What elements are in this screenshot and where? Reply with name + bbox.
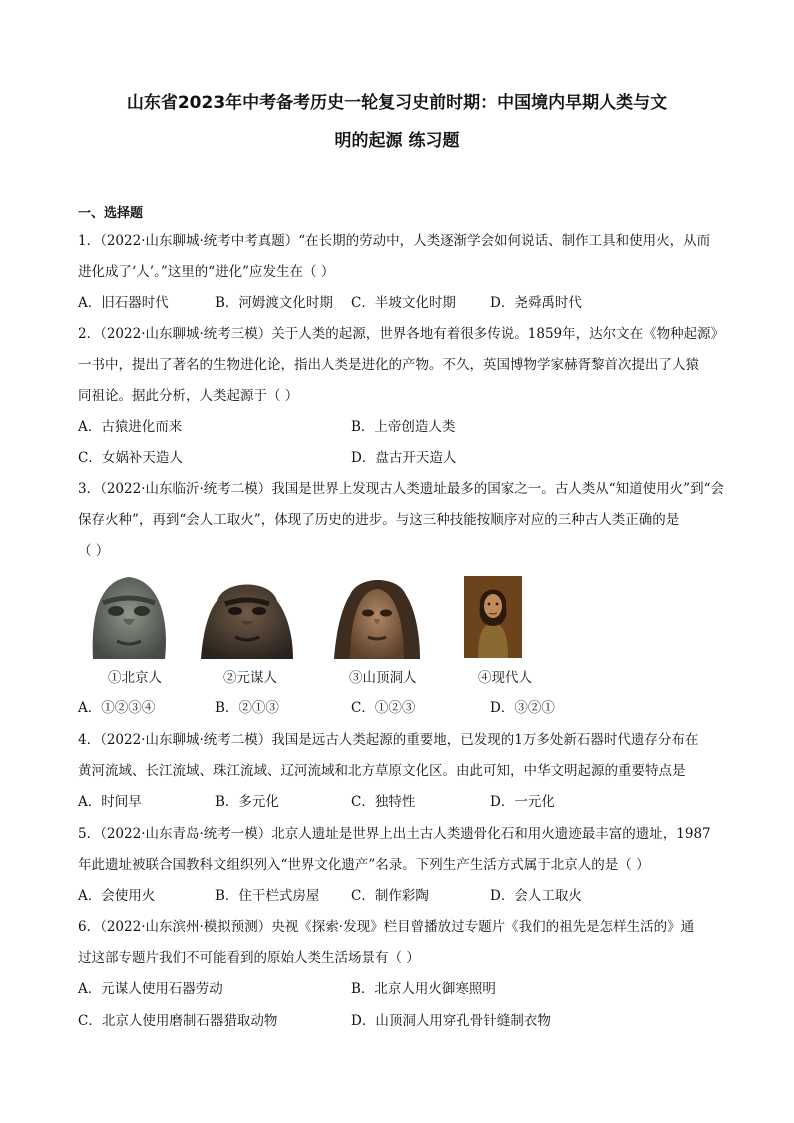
q3-line-3: （ ） <box>78 543 110 559</box>
q1-option-b: B．河姆渡文化时期 <box>215 295 333 311</box>
q3-option-b: B．②①③ <box>215 700 279 716</box>
q4-option-d: D．一元化 <box>490 794 555 810</box>
q1-line-1: 1．（2022·山东聊城·统考中考真题）“在长期的劳动中，人类逐渐学会如何说话、制作工具和使用火，从而 <box>78 233 711 249</box>
q4-line-2: 黄河流域、长江流域、珠江流域、辽河流域和北方草原文化区。由此可知，中华文明起源的重要特点是 <box>78 763 686 779</box>
q3-line-1: 3．（2022·山东临沂·统考二模）我国是世界上发现古人类遗址最多的国家之一。古人类从“知道使用火”到“会 <box>78 481 724 497</box>
q4-line-1: 4．（2022·山东聊城·统考二模）我国是远古人类起源的重要地，已发现的1万多处新石器时代遗存分布在 <box>78 732 699 748</box>
q3-line-2: 保存火种”，再到“会人工取火”，体现了历史的进步。与这三种技能按顺序对应的三种古人类正确的是 <box>78 512 680 528</box>
title-line-2: 明的起源 练习题 <box>334 131 460 151</box>
q1-line-2: 进化成了‘人’。”这里的“进化”应发生在（ ） <box>78 264 335 280</box>
q1-option-d: D．尧舜禹时代 <box>490 295 582 311</box>
q6-option-d: D．山顶洞人用穿孔骨针缝制衣物 <box>351 1013 551 1029</box>
q1-option-a: A．旧石器时代 <box>78 295 169 311</box>
q1-option-c: C．半坡文化时期 <box>351 295 456 311</box>
q3-option-d: D．③②① <box>490 700 555 716</box>
q2-line-2: 一书中，提出了著名的生物进化论，指出人类是进化的产物。不久，英国博物学家赫胥黎首次提出了人猿 <box>78 357 699 373</box>
q5-option-a: A．会使用火 <box>78 888 156 904</box>
document-title <box>60 84 734 160</box>
q6-line-2: 过这部专题片我们不可能看到的原始人类生活场景有（ ） <box>78 950 420 966</box>
q6-option-a: A．元谋人使用石器劳动 <box>78 981 223 997</box>
q4-option-a: A．时间早 <box>78 794 142 810</box>
q5-option-c: C．制作彩陶 <box>351 888 429 904</box>
q5-line-1: 5．（2022·山东青岛·统考一模）北京人遗址是世界上出土古人类遗骨化石和用火遗迹最丰富的遗址，1987 <box>78 826 711 842</box>
yuanmou-man-image <box>197 571 297 659</box>
q5-option-b: B．住干栏式房屋 <box>215 888 320 904</box>
upper-cave-man-image <box>328 571 426 659</box>
q4-option-c: C．独特性 <box>351 794 416 810</box>
caption-upper-cave-man: ③山顶洞人 <box>349 670 417 686</box>
q2-option-c: C．女娲补天造人 <box>78 450 183 466</box>
q2-option-b: B．上帝创造人类 <box>351 419 456 435</box>
q3-option-a: A．①②③④ <box>78 700 156 716</box>
caption-peking-man: ①北京人 <box>108 670 162 686</box>
q6-option-c: C．北京人使用磨制石器猎取动物 <box>78 1013 278 1029</box>
q5-option-d: D．会人工取火 <box>490 888 582 904</box>
title-line-1: 山东省2023年中考备考历史一轮复习史前时期：中国境内早期人类与文 <box>126 93 668 113</box>
q2-line-1: 2．（2022·山东聊城·统考三模）关于人类的起源，世界各地有着很多传说。1859年，达尔文在《物种起源》 <box>78 326 725 342</box>
modern-human-image <box>464 576 522 658</box>
caption-yuanmou-man: ②元谋人 <box>223 670 277 686</box>
q6-option-b: B．北京人用火御寒照明 <box>351 981 496 997</box>
caption-modern-human: ④现代人 <box>478 670 532 686</box>
q2-option-d: D．盘古开天造人 <box>351 450 457 466</box>
q2-option-a: A．古猿进化而来 <box>78 419 183 435</box>
q3-option-c: C．①②③ <box>351 700 416 716</box>
q4-option-b: B．多元化 <box>215 794 279 810</box>
section-heading: 一、选择题 <box>78 206 144 221</box>
q6-line-1: 6．（2022·山东滨州·模拟预测）央视《探索·发现》栏目曾播放过专题片《我们的祖先是怎样生活的》通 <box>78 919 695 935</box>
peking-man-image <box>83 571 175 659</box>
q5-line-2: 年此遗址被联合国教科文组织列入“世界文化遗产”名录。下列生产生活方式属于北京人的是（ ） <box>78 857 650 873</box>
q2-line-3: 同祖论。据此分析，人类起源于（ ） <box>78 388 299 404</box>
